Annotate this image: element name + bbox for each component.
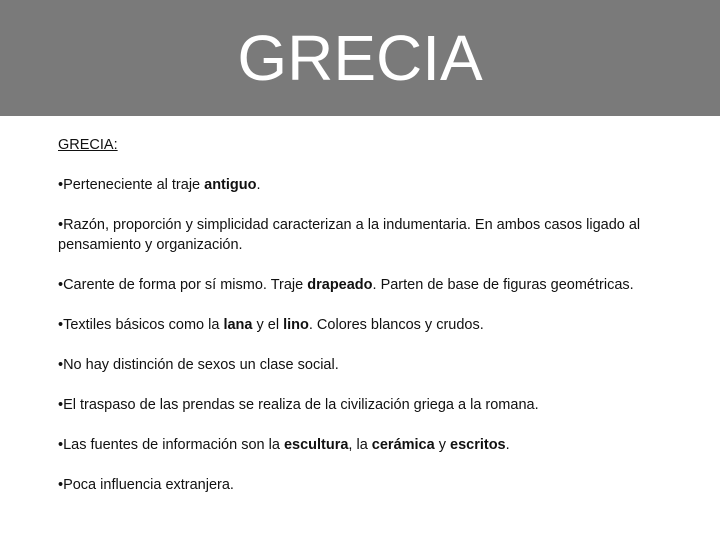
title-bar bbox=[0, 0, 720, 116]
slide-title: GRECIA bbox=[237, 22, 483, 94]
bullet-item bbox=[58, 435, 668, 455]
bullet-text: y bbox=[434, 437, 450, 453]
bullet-item bbox=[58, 355, 668, 375]
bullet-text: •Poca influencia extranjera. bbox=[58, 477, 234, 493]
bullet-text: •Carente de forma por sí mismo. Traje bbox=[58, 277, 308, 293]
bullet-text: y el bbox=[252, 317, 284, 333]
bullet-item bbox=[58, 275, 668, 295]
bold-term: lana bbox=[223, 317, 253, 333]
bold-term: drapeado bbox=[307, 277, 373, 293]
bold-term: cerámica bbox=[371, 437, 435, 453]
bold-term: escultura bbox=[283, 437, 349, 453]
bullet-text: •Textiles básicos como la bbox=[58, 317, 224, 333]
bullet-item bbox=[58, 215, 668, 255]
bullet-text: . bbox=[505, 437, 510, 453]
content-heading: GRECIA: bbox=[58, 137, 118, 153]
bullet-text: •El traspaso de las prendas se realiza de la civilización griega a la romana. bbox=[58, 397, 539, 413]
bullet-text: •Razón, proporción y simplicidad caracterizan a la indumentaria. En ambos casos ligado al pensamiento y organización. bbox=[58, 217, 641, 253]
bullet-text: . Colores blancos y crudos. bbox=[308, 317, 484, 333]
slide-content bbox=[58, 135, 668, 515]
bullet-text: , la bbox=[348, 437, 372, 453]
bullet-text: •Las fuentes de información son la bbox=[58, 437, 284, 453]
bold-term: escritos bbox=[450, 437, 506, 453]
bold-term: antiguo bbox=[204, 177, 257, 193]
bullet-text: . Parten de base de figuras geométricas. bbox=[372, 277, 634, 293]
bullet-item bbox=[58, 395, 668, 415]
bullet-text: •Perteneciente al traje bbox=[58, 177, 205, 193]
bold-term: lino bbox=[283, 317, 309, 333]
bullet-text: . bbox=[256, 177, 261, 193]
bullet-text: •No hay distinción de sexos un clase social. bbox=[58, 357, 339, 373]
bullet-item bbox=[58, 315, 668, 335]
bullet-list bbox=[58, 175, 668, 495]
bullet-item bbox=[58, 175, 668, 195]
bullet-item bbox=[58, 475, 668, 495]
